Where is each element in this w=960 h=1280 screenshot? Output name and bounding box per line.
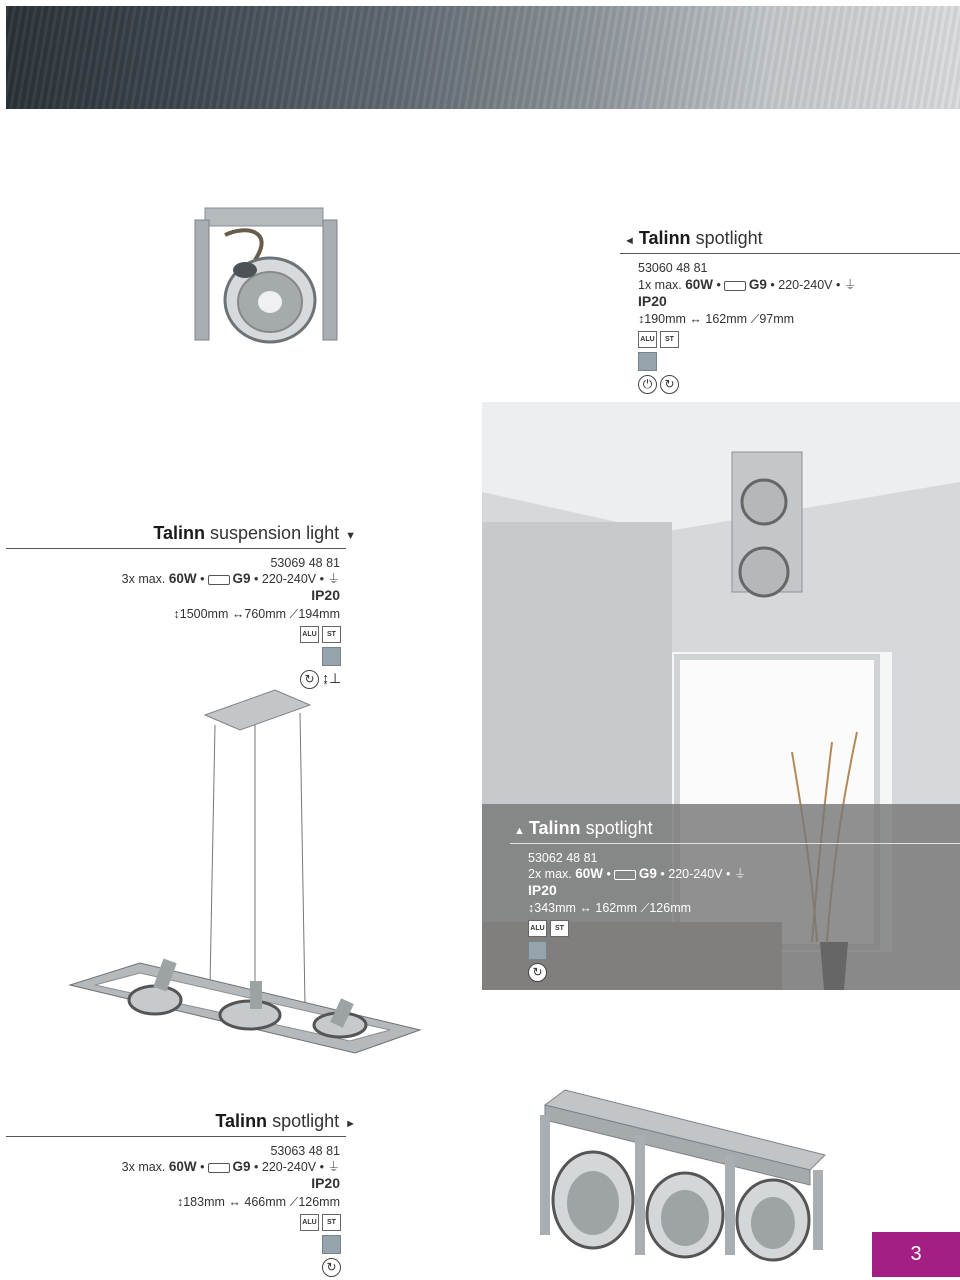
triple-spotlight-image (525, 1085, 835, 1265)
product-4-lamp-spec: 3x max. 60W • G9 • 220-240V • ⏚ (121, 1159, 340, 1174)
product-3-dimensions: ↕343mm ↔ 162mm ⟋126mm (528, 901, 692, 915)
product-3-color-swatch (528, 941, 547, 960)
width-icon: ↔ (689, 312, 702, 326)
width-icon: ↔ (228, 1195, 241, 1209)
arrow-down-icon: ▼ (345, 530, 356, 542)
product-4-ip: IP20 (311, 1175, 340, 1191)
product-2-color-swatch (322, 647, 341, 666)
product-4-title: Talinn spotlight ► (215, 1111, 356, 1131)
header-texture-image (6, 6, 960, 109)
product-3-lamp-spec: 2x max. 60W • G9 • 220-240V • ⏚ (528, 866, 747, 881)
width-icon: ↔ (231, 607, 245, 621)
bulb-icon (724, 281, 746, 291)
height-adjust-icon: ↨⊥ (322, 670, 342, 686)
height-icon: ↕ (638, 312, 645, 326)
spotlight-1-image (185, 200, 345, 355)
product-3-ip: IP20 (528, 882, 557, 898)
rotate-icon: ↻ (322, 1258, 341, 1277)
product-1-feature-icons (638, 375, 682, 394)
product-3-title: ▲ Talinn spotlight (514, 818, 653, 838)
power-icon: ⏻ (638, 375, 657, 394)
suspension-light-image (60, 685, 430, 1065)
depth-icon: ⟋ (289, 607, 299, 621)
height-icon: ↕ (528, 901, 535, 915)
rotate-icon: ↻ (660, 375, 679, 394)
page-number: 3 (872, 1232, 960, 1277)
product-2-ip: IP20 (311, 587, 340, 603)
product-1-dimensions: ↕190mm ↔ 162mm ⟋97mm (638, 312, 795, 326)
product-3-rule (510, 843, 960, 844)
product-1-color-swatch (638, 352, 657, 371)
alu-badge: ALU (528, 920, 547, 937)
product-3-code: 53062 48 81 (528, 851, 598, 865)
product-1-title: ◄ Talinn spotlight (624, 228, 763, 248)
alu-badge: ALU (638, 331, 657, 348)
product-4-color-swatch (322, 1235, 341, 1254)
st-badge: ST (550, 920, 569, 937)
product-4-dimensions: ↕183mm ↔ 466mm ⟋126mm (176, 1195, 340, 1209)
arrow-up-icon: ▲ (514, 825, 525, 837)
product-4-materials (300, 1211, 344, 1231)
bulb-icon (208, 1163, 230, 1173)
product-1-lamp-spec: 1x max. 60W • G9 • 220-240V • ⏚ (638, 277, 857, 292)
product-2-rule (6, 548, 346, 549)
product-2-lamp-spec: 3x max. 60W • G9 • 220-240V • ⏚ (121, 571, 340, 586)
st-badge: ST (322, 1214, 341, 1231)
depth-icon: ⟋ (750, 312, 760, 326)
product-4-rule (6, 1136, 346, 1137)
height-icon: ↕ (173, 607, 180, 621)
product-1-rule (620, 253, 960, 254)
product-2-code: 53069 48 81 (270, 556, 340, 570)
bulb-icon (208, 575, 230, 585)
product-2-title: Talinn suspension light ▼ (153, 523, 356, 543)
ground-icon: ⏚ (327, 572, 340, 586)
height-icon: ↕ (176, 1195, 184, 1209)
width-icon: ↔ (579, 901, 592, 915)
depth-icon: ⟋ (640, 901, 650, 915)
rotate-icon: ↻ (528, 963, 547, 982)
st-badge: ST (322, 626, 341, 643)
alu-badge: ALU (300, 626, 319, 643)
ground-icon: ⏚ (327, 1160, 340, 1174)
ground-icon: ⏚ (843, 278, 857, 292)
product-3-feature-icons (528, 963, 550, 982)
ground-icon: ⏚ (733, 867, 747, 881)
rotate-icon: ↻ (300, 670, 319, 689)
alu-badge: ALU (300, 1214, 319, 1231)
product-1-code: 53060 48 81 (638, 261, 708, 275)
depth-icon: ⟋ (289, 1195, 299, 1209)
product-2-dimensions: ↕1500mm ↔760mm ⟋194mm (173, 607, 340, 621)
product-4-feature-icons (322, 1258, 344, 1277)
bulb-icon (614, 870, 636, 880)
product-2-materials (300, 623, 344, 643)
product-3-materials (528, 917, 572, 937)
product-1-ip: IP20 (638, 293, 667, 309)
st-badge: ST (660, 331, 679, 348)
product-4-code: 53063 48 81 (270, 1144, 340, 1158)
arrow-left-icon: ◄ (624, 235, 635, 247)
arrow-right-icon: ► (345, 1118, 356, 1130)
product-1-materials (638, 328, 682, 348)
